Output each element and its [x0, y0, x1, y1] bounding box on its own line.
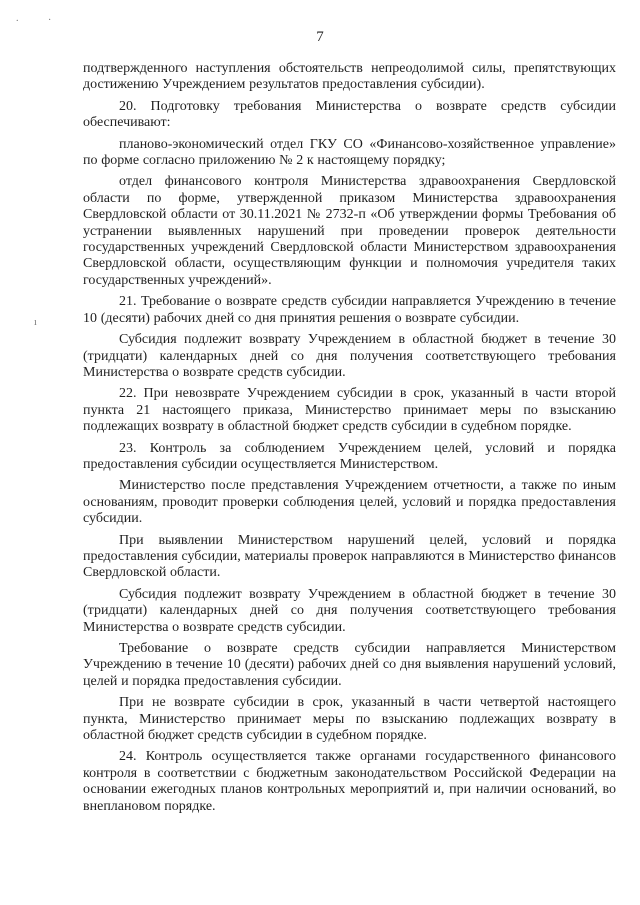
paragraph-item-23-non-return: При не возврате субсидии в срок, указанный в части четвертой настоящего пункта, Министерство принимает меры по взысканию подлежащих возврату в областной бюджет средств субсидии в судебном порядке. [83, 695, 616, 744]
paragraph-item-20-control-department: отдел финансового контроля Министерства здравоохранения Свердловской области по форме, утвержденной приказом Министерства здравоохранения Свердловской области от 30.11.2021 № 2732-п «Об утверждении формы Требования об устранении выявленных нарушений при проведении проверок деятельности государственных учреждений Свердловской области Министерством здравоохранения Свердловской области, осуществляющим функции и полномочия учредителя таких государственных учреждений». [83, 174, 616, 288]
page-number: 7 [316, 29, 324, 45]
scan-speck: ı [34, 317, 37, 328]
paragraph-item-23-return-term: Субсидия подлежит возврату Учреждением в областной бюджет в течение 30 (тридцати) календарных дней со дня получения соответствующего требования Министерства о возврате средств субсидии. [83, 586, 616, 635]
paragraph-item-22: 22. При невозврате Учреждением субсидии в срок, указанный в части второй пункта 21 настоящего приказа, Министерство принимает меры по взысканию подлежащих возврату в областной бюджет средств субсидии в судебном порядке. [83, 386, 616, 435]
paragraph-item-24: 24. Контроль осуществляется также органами государственного финансового контроля в соответствии с бюджетным законодательством Российской Федерации на основании ежегодных планов контрольных мероприятий и, при наличии оснований, во внеплановом порядке. [83, 749, 616, 814]
paragraph-item-23: 23. Контроль за соблюдением Учреждением целей, условий и порядка предоставления субсидии осуществляется Министерством. [83, 440, 616, 472]
paragraph-item-23-requirement: Требование о возврате средств субсидии направляется Министерством Учреждению в течение 10 (десяти) рабочих дней со дня выявления нарушений условий, целей и порядка предоставления субсидии. [83, 641, 616, 689]
paragraph-item-21-return-term: Субсидия подлежит возврату Учреждением в областной бюджет в течение 30 (тридцати) календарных дней со дня получения соответствующего требования Министерства о возврате средств субсидии. [83, 332, 616, 380]
paragraph-item-20: 20. Подготовку требования Министерства о возврате средств субсидии обеспечивают: [83, 98, 616, 131]
paragraph-item-20-economic-department: планово-экономический отдел ГКУ СО «Финансово-хозяйственное управление» по форме согласно приложению № 2 к настоящему порядку; [83, 136, 616, 169]
document-body [83, 61, 616, 815]
paragraph-item-23-violations: При выявлении Министерством нарушений целей, условий и порядка предоставления субсидии, материалы проверок направляются в Министерство финансов Свердловской области. [83, 532, 616, 581]
paragraph-continuation: подтвержденного наступления обстоятельств непреодолимой силы, препятствующих достижению Учреждением результатов предоставления субсидии). [83, 61, 616, 93]
scan-speck: · [48, 15, 52, 26]
paragraph-item-21: 21. Требование о возврате средств субсидии направляется Учреждению в течение 10 (десяти) рабочих дней со дня принятия решения о возврате субсидии. [83, 294, 616, 326]
scan-speck: . [16, 13, 19, 24]
paragraph-item-23-inspections: Министерство после представления Учреждением отчетности, а также по иным основаниям, проводит проверки соблюдения целей, условий и порядка предоставления субсидии. [83, 478, 616, 527]
